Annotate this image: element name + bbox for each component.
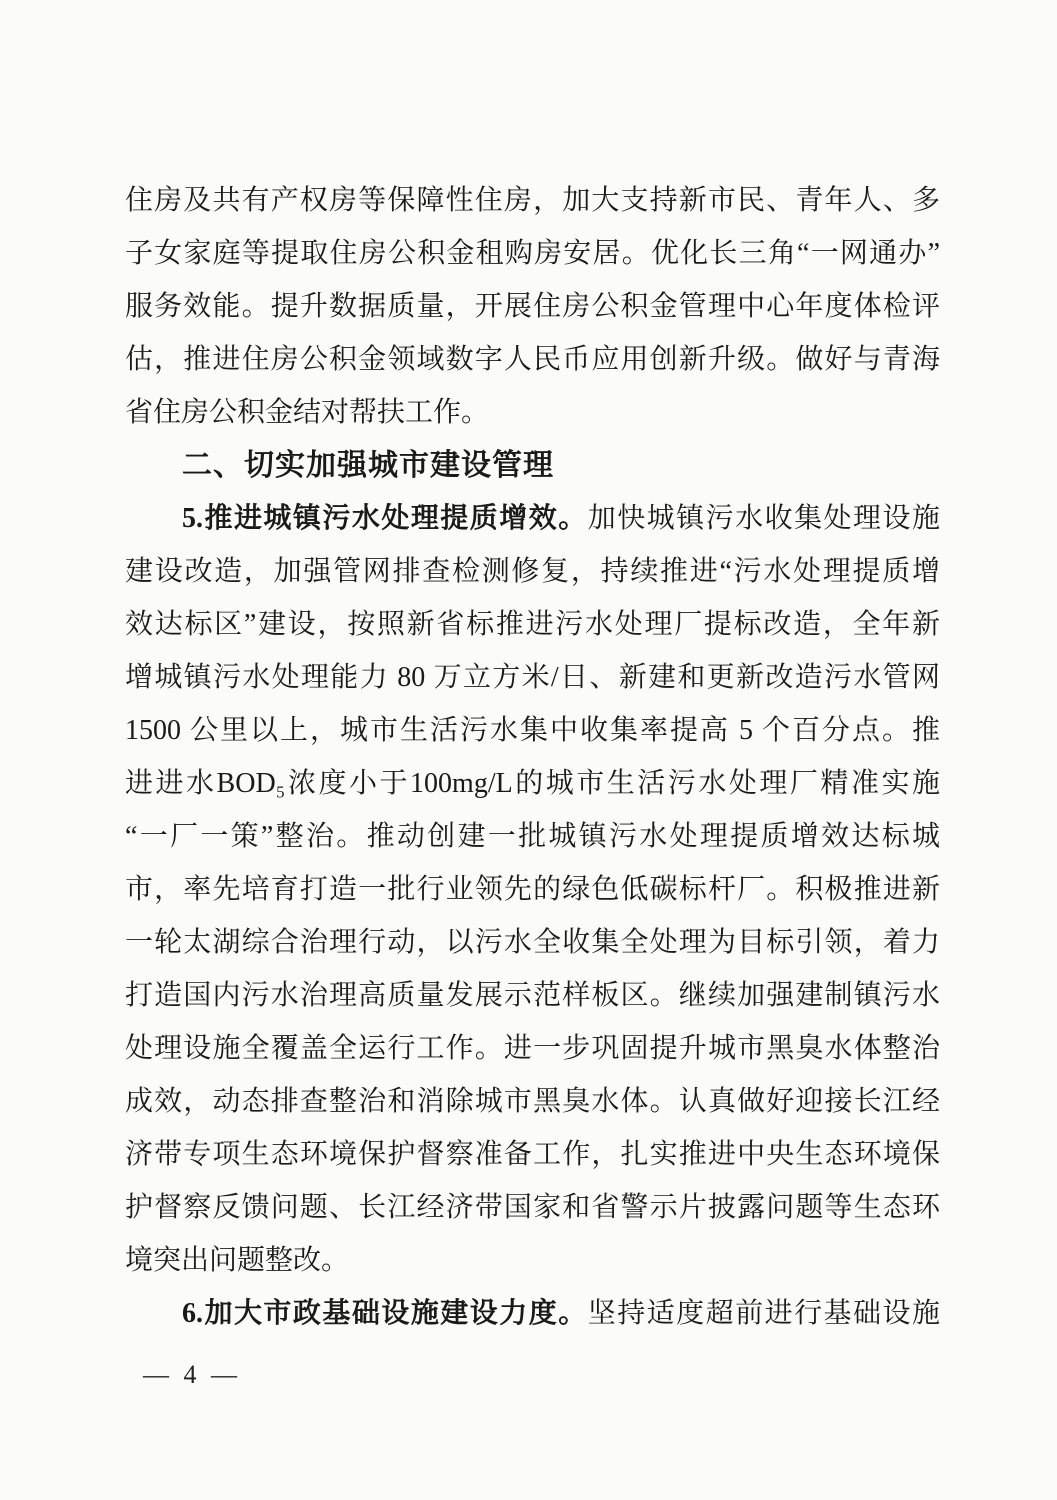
page-number: — 4 — xyxy=(143,1360,241,1389)
text-line: 住房及共有产权房等保障性住房，加大支持新市民、青年人、多 xyxy=(125,185,940,216)
text-line: 济带专项生态环境保护督察准备工作，扎实推进中央生态环境保 xyxy=(125,1139,940,1170)
text-line: 市，率先培育打造一批行业领先的绿色低碳标杆厂。积极推进新 xyxy=(125,874,940,905)
text-line: 境突出问题整改。 xyxy=(125,1245,350,1276)
item6-first-line-rest: 坚持适度超前进行基础设施 xyxy=(587,1298,940,1329)
text-line: 一轮太湖综合治理行动，以污水全收集全处理为目标引领，着力 xyxy=(125,927,940,958)
text-block xyxy=(125,174,940,1340)
text-line: 1500 公里以上，城市生活污水集中收集率提高 5 个百分点。推 xyxy=(125,715,940,746)
text-line: 估，推进住房公积金领域数字人民币应用创新升级。做好与青海 xyxy=(125,344,940,375)
item6-first-line xyxy=(125,1287,940,1340)
item5-first-line xyxy=(125,492,940,545)
text-line: 打造国内污水治理高质量发展示范样板区。继续加强建制镇污水 xyxy=(125,980,940,1011)
text-line: 处理设施全覆盖全运行工作。进一步巩固提升城市黑臭水体整治 xyxy=(125,1033,940,1064)
text-line: “一厂一策”整治。推动创建一批城镇污水处理提质增效达标城 xyxy=(125,821,940,852)
item6-lead: 6.加大市政基础设施建设力度。 xyxy=(182,1298,588,1329)
item5-lead: 5.推进城镇污水处理提质增效。 xyxy=(182,503,588,534)
text-line: 成效，动态排查整治和消除城市黑臭水体。认真做好迎接长江经 xyxy=(125,1086,940,1117)
page-footer xyxy=(143,1354,940,1396)
text-line: 效达标区”建设，按照新省标推进污水处理厂提标改造，全年新 xyxy=(125,609,940,640)
text-line: 子女家庭等提取住房公积金租购房安居。优化长三角“一网通办” xyxy=(125,238,940,269)
text-line: 护督察反馈问题、长江经济带国家和省警示片披露问题等生态环 xyxy=(125,1192,940,1223)
text-line: 省住房公积金结对帮扶工作。 xyxy=(125,397,490,428)
item5-first-line-rest: 加快城镇污水收集处理设施 xyxy=(587,503,940,534)
section-heading: 二、切实加强城市建设管理 xyxy=(182,449,554,482)
text-line: 服务效能。提升数据质量，开展住房公积金管理中心年度体检评 xyxy=(125,291,940,322)
text-line: 进进水BOD₅浓度小于100mg/L的城市生活污水处理厂精准实施 xyxy=(125,768,940,799)
text-line: 增城镇污水处理能力 80 万立方米/日、新建和更新改造污水管网 xyxy=(125,662,940,693)
text-line: 建设改造，加强管网排查检测修复，持续推进“污水处理提质增 xyxy=(125,556,940,587)
